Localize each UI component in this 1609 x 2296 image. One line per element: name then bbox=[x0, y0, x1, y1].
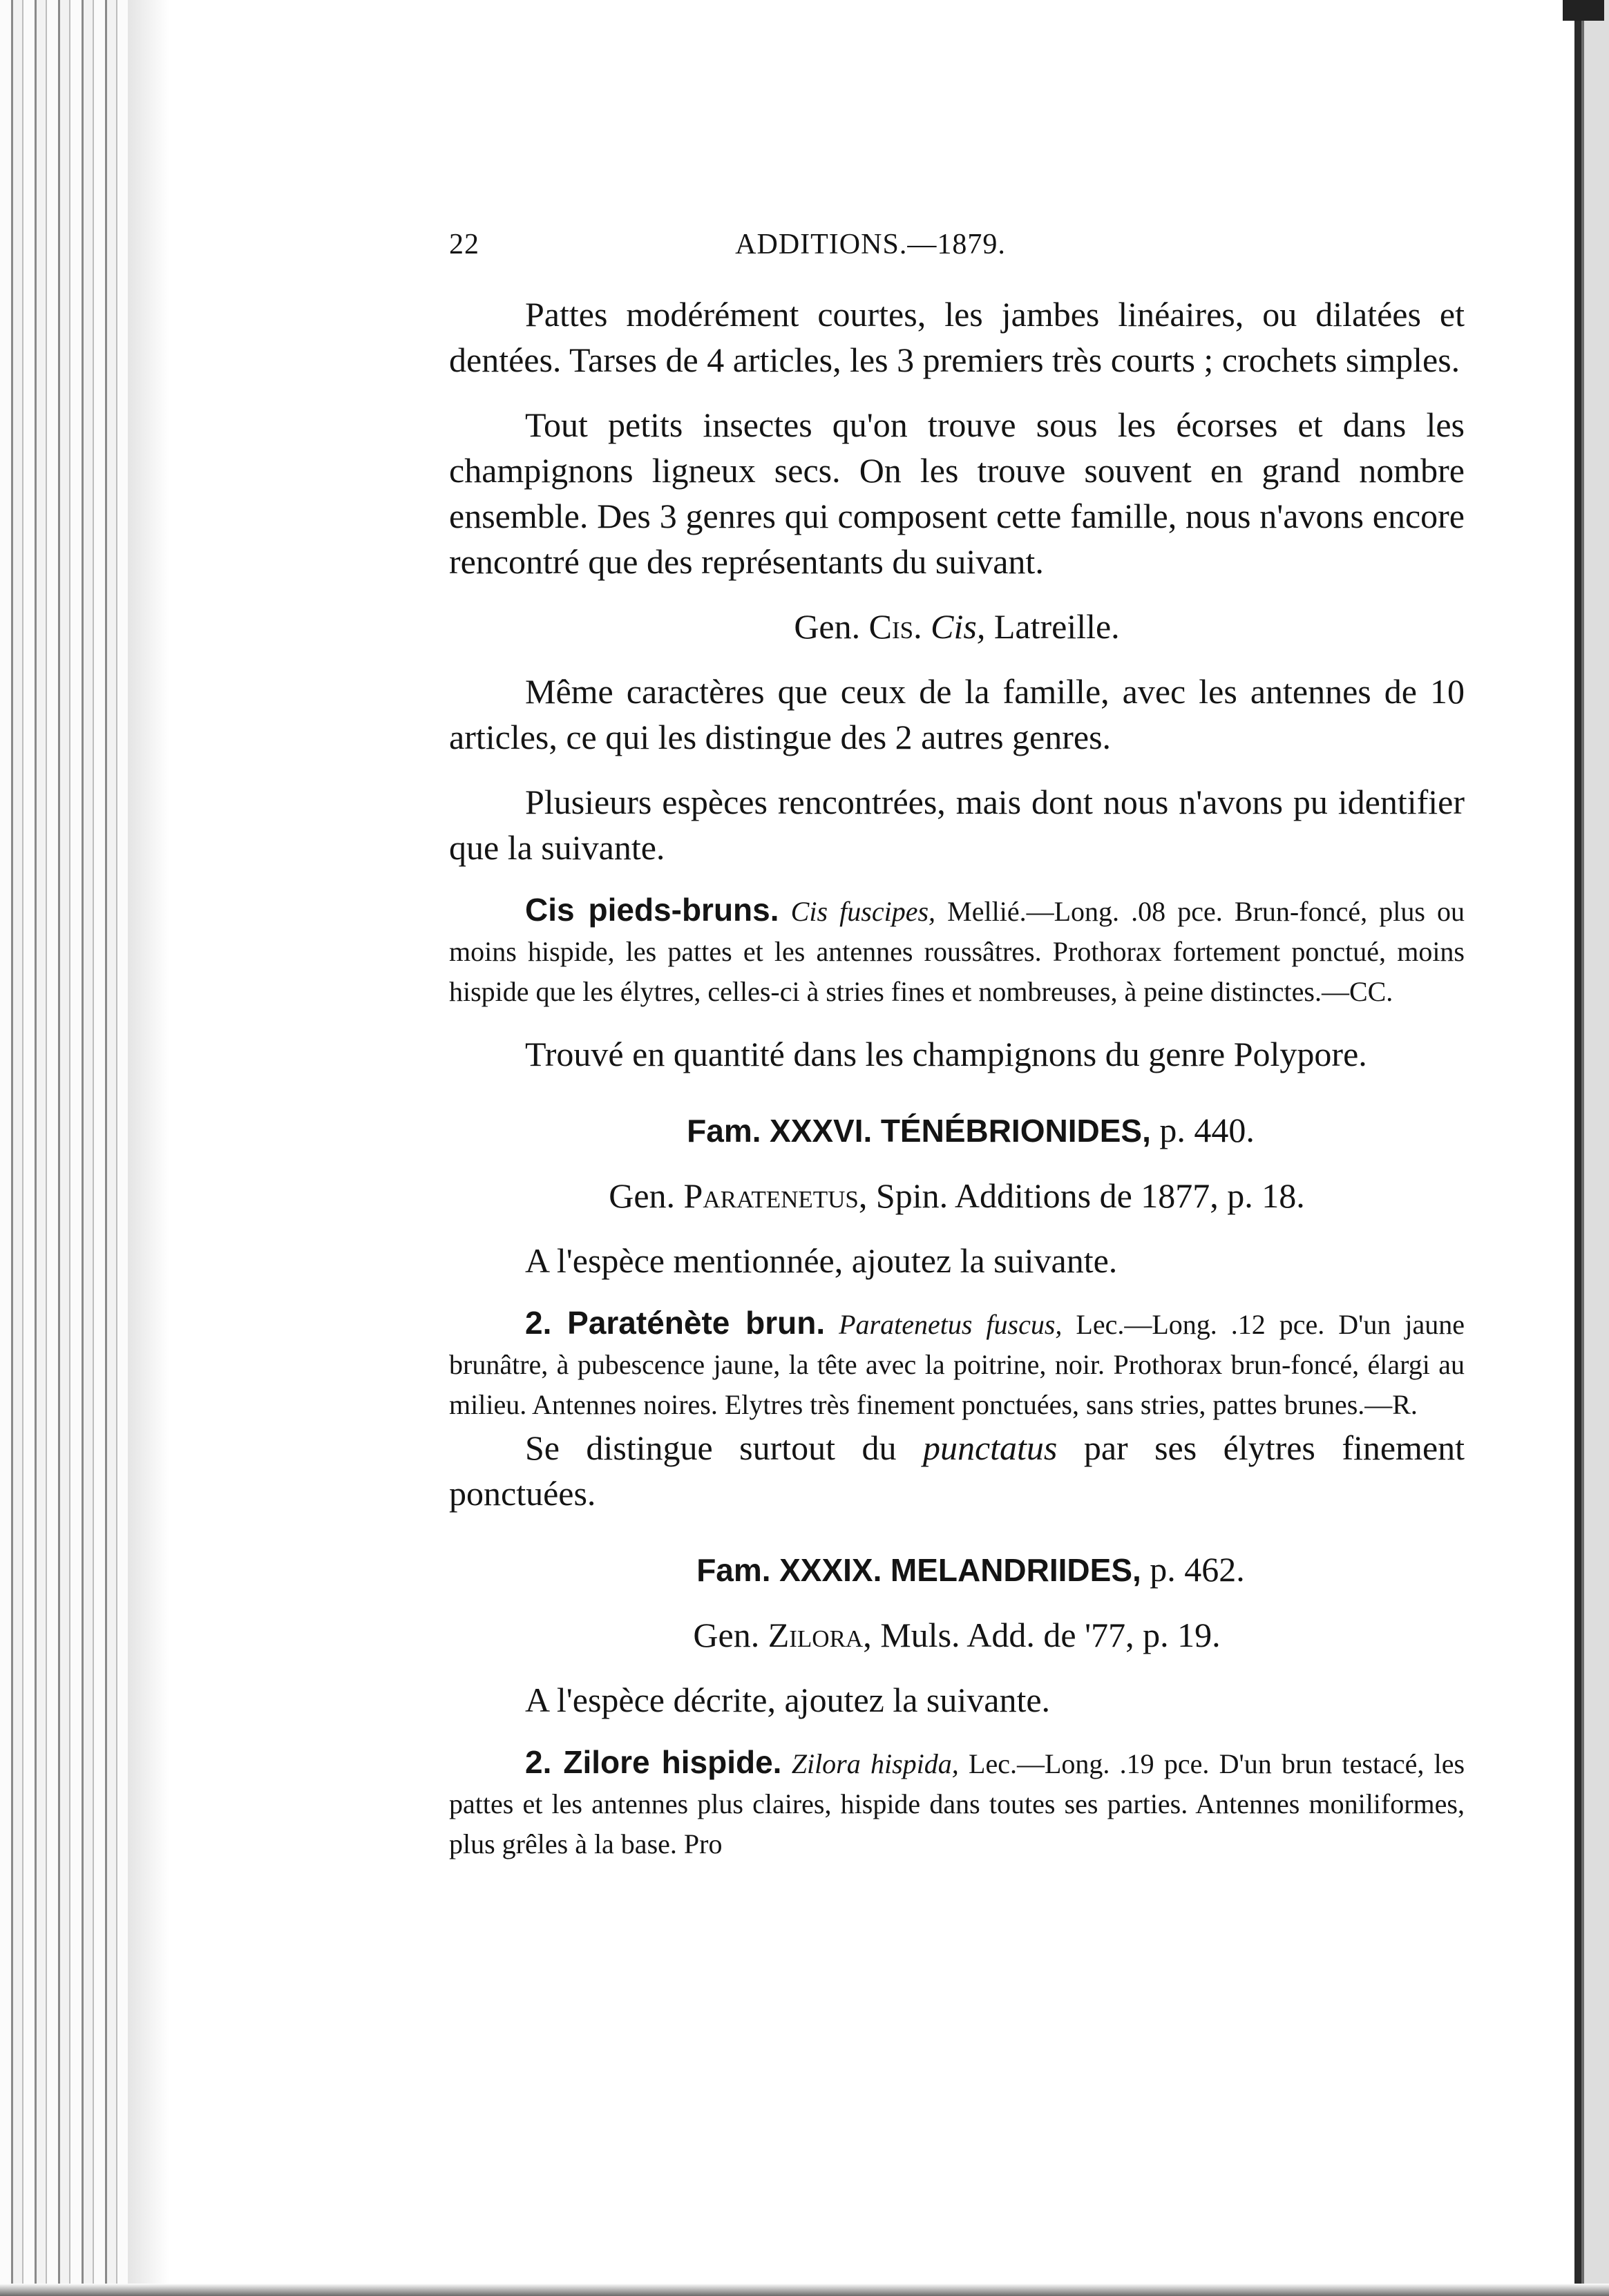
genus-rest: Spin. Additions de 1877, p. 18. bbox=[875, 1176, 1305, 1215]
running-title: ADDITIONS.—1879. bbox=[735, 229, 1006, 260]
genus-name: Paratenetus, bbox=[683, 1176, 868, 1215]
genus-heading-paratenetus bbox=[449, 1173, 1465, 1218]
species-entry-zilora bbox=[449, 1742, 1465, 1864]
family-heading-36 bbox=[449, 1107, 1465, 1154]
family-page: p. 462. bbox=[1150, 1550, 1245, 1589]
paragraph-caracteres: Même caractères que ceux de la famille, avec les antennes de 10 articles, ce qui les distingue des 2 autres genres. bbox=[449, 672, 1465, 756]
text-before: Se distingue surtout du bbox=[525, 1428, 897, 1467]
paragraph-ajoutez-2: A l'espèce décrite, ajoutez la suivante. bbox=[525, 1681, 1051, 1719]
species-latin: Cis fuscipes, bbox=[790, 896, 936, 927]
species-description: Lec.—Long. .12 pce. D'un jaune brunâtre, à pubescence jaune, la tête avec la poitrine, noir. Prothorax brun-foncé, élargi au milieu. Antennes noires. Elytres très finement ponctuées, sans stries, pattes brunes.—R. bbox=[449, 1309, 1465, 1420]
genus-heading-cis bbox=[449, 604, 1465, 649]
page-content bbox=[449, 228, 1465, 1864]
species-description: Mellié.—Long. .08 pce. Brun-foncé, plus ou moins hispide, les pattes et les antennes roussâtres. Prothorax fortement ponctué, moins hispide que les élytres, celles-ci à stries fines et nombreuses, à peine distinctes.—CC. bbox=[449, 896, 1465, 1007]
text-after: par ses élytres finement ponctuées. bbox=[449, 1428, 1465, 1513]
species-description: Lec.—Long. .19 pce. D'un brun testacé, les pattes et les antennes plus claires, hispide dans toutes ses parties. Antennes moniliformes, plus grêles à la base. Pro bbox=[449, 1748, 1465, 1859]
genus-latin: Cis, bbox=[931, 607, 986, 646]
family-page: p. 440. bbox=[1159, 1111, 1255, 1149]
family-prefix: Fam. bbox=[696, 1552, 771, 1588]
book-page-stack-left bbox=[0, 0, 169, 2296]
genus-prefix: Gen. bbox=[794, 607, 861, 646]
family-heading-39 bbox=[449, 1547, 1465, 1593]
paragraph-insectes: Tout petits insectes qu'on trouve sous les écorses et dans les champignons ligneux secs. On les trouve souvent en grand nombre ensemble. Des 3 genres qui composent cette famille, nous n'avons encore rencontré que des représentants du suivant. bbox=[449, 405, 1465, 581]
family-prefix: Fam. bbox=[687, 1113, 761, 1149]
genus-prefix: Gen. bbox=[693, 1616, 760, 1654]
genus-name: Cis. bbox=[868, 607, 922, 646]
genus-heading-zilora bbox=[449, 1612, 1465, 1658]
paragraph-distingue bbox=[449, 1425, 1465, 1516]
text-italic: punctatus bbox=[922, 1428, 1058, 1467]
species-name: 2. Zilore hispide. bbox=[525, 1744, 782, 1780]
species-entry-cis bbox=[449, 890, 1465, 1012]
genus-author: Latreille. bbox=[993, 607, 1120, 646]
family-name: TÉNÉBRIONIDES, bbox=[880, 1113, 1151, 1149]
genus-name: Zilora, bbox=[768, 1616, 872, 1654]
paragraph-ajoutez-1: A l'espèce mentionnée, ajoutez la suivante. bbox=[525, 1241, 1118, 1280]
species-name: 2. Paraténète brun. bbox=[525, 1305, 826, 1341]
scan-edge-bottom bbox=[0, 2284, 1609, 2296]
page-number: 22 bbox=[449, 229, 479, 260]
running-header bbox=[449, 228, 1465, 261]
paragraph-trouve: Trouvé en quantité dans les champignons du genre Polypore. bbox=[525, 1035, 1367, 1073]
family-number: XXXIX. bbox=[779, 1552, 882, 1588]
species-entry-paratenetus bbox=[449, 1303, 1465, 1425]
species-name: Cis pieds-bruns. bbox=[525, 892, 779, 928]
species-latin: Zilora hispida, bbox=[791, 1748, 959, 1779]
genus-prefix: Gen. bbox=[609, 1176, 676, 1215]
family-number: XXXVI. bbox=[770, 1113, 873, 1149]
paragraph-especes: Plusieurs espèces rencontrées, mais dont nous n'avons pu identifier que la suivante. bbox=[449, 783, 1465, 867]
paragraph-pattes: Pattes modérément courtes, les jambes linéaires, ou dilatées et dentées. Tarses de 4 articles, les 3 premiers très courts ; crochets simples. bbox=[449, 295, 1465, 379]
book-gutter-right bbox=[1568, 0, 1609, 2296]
genus-rest: Muls. Add. de '77, p. 19. bbox=[880, 1616, 1221, 1654]
scan-corner-top bbox=[1563, 0, 1604, 21]
species-latin: Paratenetus fuscus, bbox=[839, 1309, 1063, 1340]
family-name: MELANDRIIDES, bbox=[890, 1552, 1141, 1588]
